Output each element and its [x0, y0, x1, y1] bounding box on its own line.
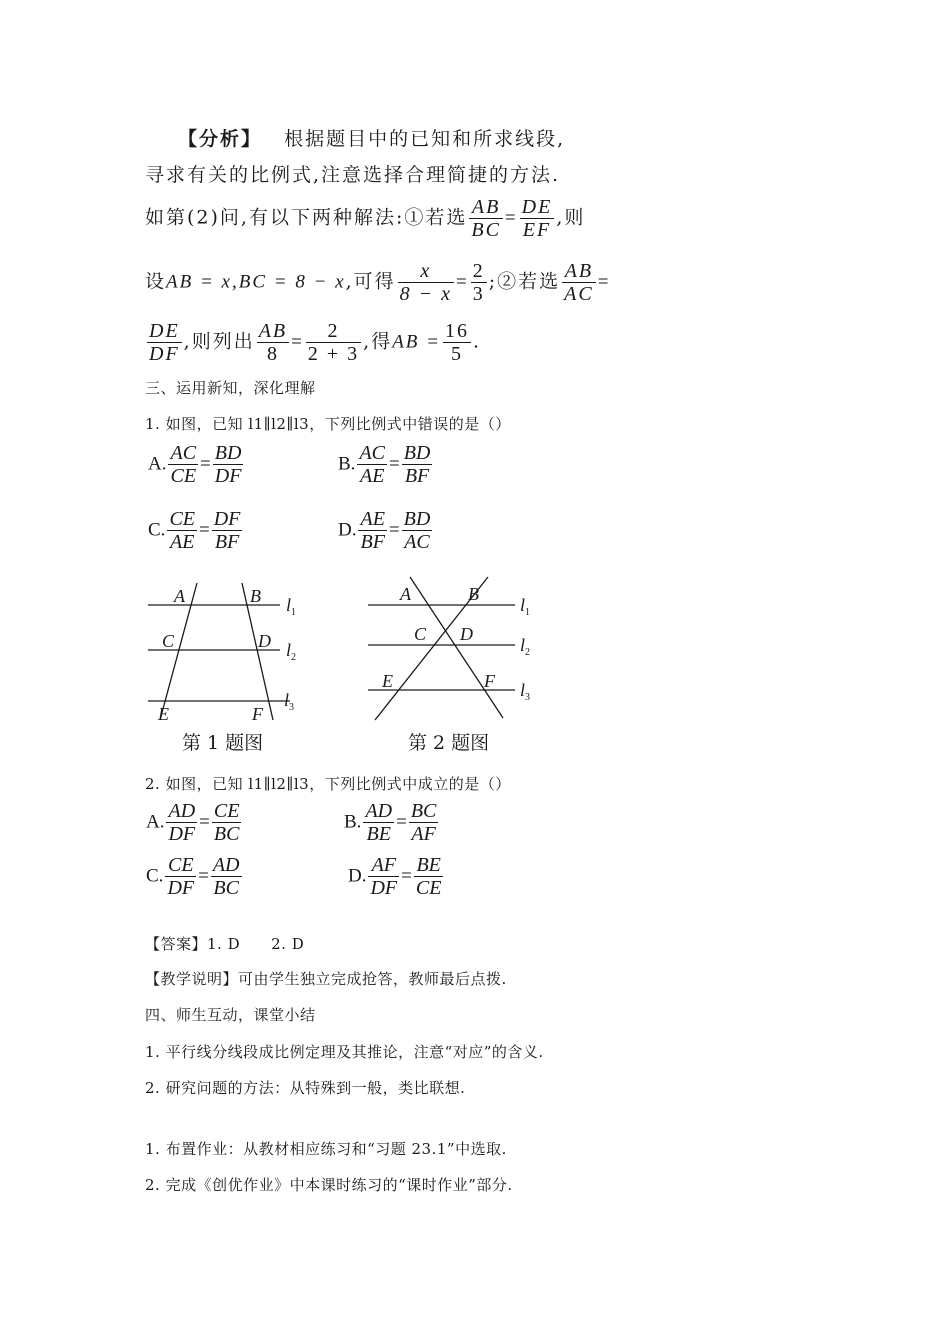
fig1-point-b: B: [250, 586, 261, 606]
fig2-point-a: A: [400, 584, 411, 604]
fig2-caption: 第 2 题图: [408, 732, 490, 754]
figure-2: [360, 572, 550, 724]
homework-item-1: 1. 布置作业：从教材相应练习和“习题 23.1”中选取.: [145, 1140, 507, 1158]
q1-option-b: B. $\frac{AC}{AE}$ = $\frac{BD}{BF}$: [338, 442, 431, 487]
q2-option-d: D. $\frac{AF}{DF}$ = $\frac{BE}{CE}$: [348, 854, 442, 899]
answer-line: 【答案】1. D 2. D: [145, 935, 305, 953]
fig2-point-b: B: [468, 584, 479, 604]
fraction-de-ef: $\frac{DE}{EF}$: [521, 196, 553, 241]
analysis-line-1: 【分析】 根据题目中的已知和所求线段,: [178, 128, 566, 150]
fig1-caption: 第 1 题图: [182, 732, 264, 754]
fraction-de-df: $\frac{DE}{DF}$: [149, 320, 180, 365]
summary-item-2: 2. 研究问题的方法：从特殊到一般，类比联想.: [145, 1079, 466, 1097]
fraction-2-2p3: $\frac{2}{2 + 3}$: [307, 320, 360, 365]
fig2-label-l1: $l_1$: [520, 595, 531, 618]
q2-option-b: B. $\frac{AD}{BE}$ = $\frac{BC}{AF}$: [344, 800, 437, 845]
fig2-label-l2: $l_2$: [520, 635, 531, 658]
summary-item-1: 1. 平行线分线段成比例定理及其推论，注意“对应”的含义.: [145, 1043, 544, 1061]
fig1-label-l1: $l_1$: [286, 595, 297, 618]
analysis-line-5: $\frac{DE}{DF}$ ,则列出 $\frac{AB}{8}$ = $\frac{2}{2 + 3}$ ,得AB = $\frac{16}{5}$ .: [149, 320, 482, 365]
fig1-point-f: F: [252, 704, 263, 724]
fig2-label-l3: $l_3$: [520, 680, 531, 703]
homework-item-2: 2. 完成《创优作业》中本课时练习的“课时作业”部分.: [145, 1176, 513, 1194]
section-3-heading: 三、运用新知，深化理解: [145, 379, 316, 397]
fraction-ab-bc: $\frac{AB}{BC}$: [471, 196, 501, 241]
fraction-ab-ac: $\frac{AB}{AC}$: [564, 260, 594, 305]
fig1-label-l3: $l_3$: [284, 690, 295, 713]
q1-stem: 1. 如图，已知 l1∥l2∥l3，下列比例式中错误的是（）: [145, 415, 511, 433]
analysis-line-2: 寻求有关的比例式,注意选择合理简捷的方法.: [145, 164, 561, 186]
fig2-point-d: D: [460, 624, 473, 644]
section-4-heading: 四、师生互动，课堂小结: [145, 1006, 316, 1024]
fig2-point-e: E: [382, 671, 393, 691]
fraction-x-8mx: $\frac{x}{8 - x}$: [399, 260, 453, 305]
fig1-point-d: D: [258, 631, 271, 651]
fig1-label-l2: $l_2$: [286, 640, 297, 663]
analysis-line-4: 设AB = x,BC = 8 − x,可得 $\frac{x}{8 - x}$ = $\frac{2}{3}$ ;②若选 $\frac{AB}{AC}$ =: [145, 260, 611, 305]
analysis-line-3: 如第(2)问,有以下两种解法:①若选 $\frac{AB}{BC}$ = $\frac{DE}{EF}$ ,则: [145, 196, 586, 241]
q1-option-d: D. $\frac{AE}{BF}$ = $\frac{BD}{AC}$: [338, 508, 431, 553]
fig1-point-e: E: [158, 704, 169, 724]
q2-option-a: A. $\frac{AD}{DF}$ = $\frac{CE}{BC}$: [146, 800, 240, 845]
fig2-point-c: C: [414, 624, 427, 644]
figure-1: [140, 575, 320, 725]
q2-option-c: C. $\frac{CE}{DF}$ = $\frac{AD}{BC}$: [146, 854, 240, 899]
teaching-note: 【教学说明】可由学生独立完成抢答，教师最后点拨.: [145, 970, 507, 988]
fig2-point-f: F: [484, 671, 495, 691]
fig1-point-a: A: [174, 586, 185, 606]
q2-stem: 2. 如图，已知 l1∥l2∥l3，下列比例式中成立的是（）: [145, 775, 511, 793]
fraction-ab-8: $\frac{AB}{8}$: [258, 320, 288, 365]
analysis-tag: 【分析】: [178, 128, 263, 150]
q1-option-c: C. $\frac{CE}{AE}$ = $\frac{DF}{BF}$: [148, 508, 241, 553]
q1-option-a: A. $\frac{AC}{CE}$ = $\frac{BD}{DF}$: [148, 442, 242, 487]
fig1-point-c: C: [162, 631, 175, 651]
fig2-transversal-af: [410, 577, 503, 718]
fraction-16-5: $\frac{16}{5}$: [445, 320, 469, 365]
fraction-2-3: $\frac{2}{3}$: [472, 260, 485, 305]
